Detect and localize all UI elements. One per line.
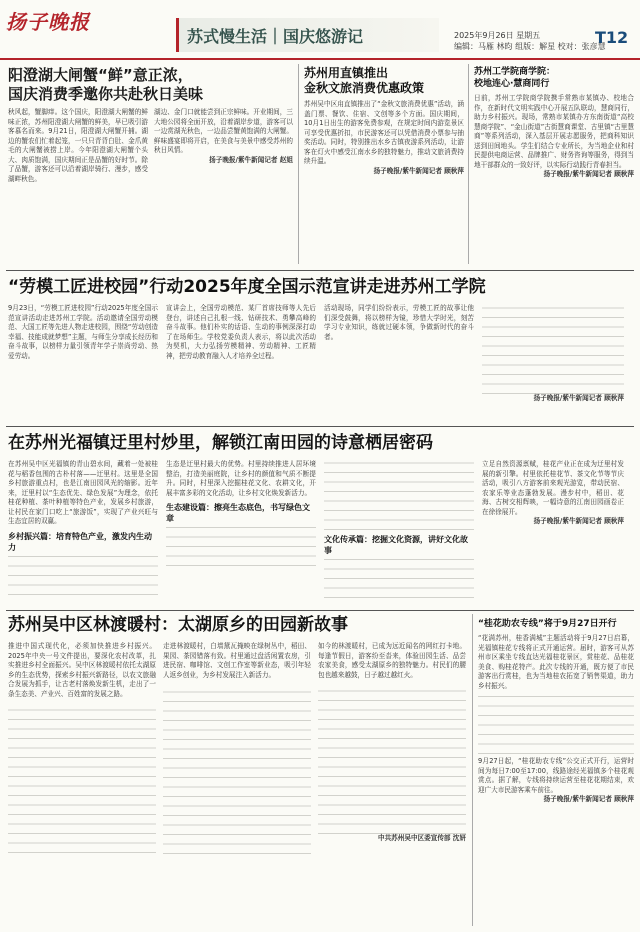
row-divider (6, 610, 634, 611)
article-labor-model-body-2: 宣讲会上，全国劳动模范、某厂首席技师等人先后登台，讲述自己扎根一线、钻研技术、勇攀高峰的奋斗故事。他们朴实的话语、生动的事例深深打动了在场师生。学校党委负责人表示，将以此次活动为契机，大力弘扬劳模精神、劳动精神、工匠精神，把劳动教育融入人才培养全过程。 (166, 304, 316, 360)
column-divider (298, 64, 299, 264)
article-crab (8, 66, 293, 266)
article-lindu-body-3: 如今的林渡暖村，已成为远近闻名的网红打卡地。每逢节假日，游客纷至沓来，体验田园生活、品尝农家美食，感受太湖原乡的独特魅力。村民们的腰包也越来越鼓，日子越过越红火。 (318, 642, 466, 679)
editors-credit: 编辑：马雁 林昀 组版：解星 校对：张彦慧 (454, 42, 606, 51)
text-column-filler (8, 555, 158, 595)
article-yuli-subhead-3: 文化传承篇：挖掘文化资源，讲好文化故事 (324, 535, 468, 555)
article-crab-body-2: 湖边、金门口就能尝到正宗鲜味。开业期间，三大地公园将全面开放，沿着湖岸步道，游客可以一边赏湖光秋色，一边品尝蟹黄饱满的大闸蟹。鲜味盛宴即将开启，在美食与美景中感受苏州的秋日风情。 (154, 108, 293, 154)
article-crab-headline: 阳澄湖大闸蟹“鲜”意正浓， 国庆消费季邀你共赴秋日美味 (8, 66, 204, 103)
text-column-filler (163, 684, 311, 854)
article-luzhi-headline: 苏州用直镇推出 金秋文旅消费优惠政策 (304, 66, 425, 95)
article-lindu-village (8, 614, 468, 926)
article-lindu-headline: 苏州吴中区林渡暖村：太湖原乡的田园新故事 (8, 615, 348, 635)
newspaper-logo: 扬子晚报 (6, 10, 90, 34)
issue-date: 2025年9月26日 星期五 (454, 31, 541, 40)
article-luzhi-body: 苏州吴中区甪直镇推出了“金秋文旅消费优惠”活动，涵盖门票、餐饮、住宿、文创等多个方面。国庆期间，10月1日出生的游客免费参观，在规定时间内游览景区可享受优惠折扣，市民游客还可以凭借消费小票参与抽奖活动。同时，特别推出水乡古镇夜游系列活动，让游客在灯火中感受江南水乡的独特魅力，推动文旅消费持续升温。 (304, 100, 464, 165)
article-crab-body: 秋风起，蟹脚痒。这个国庆，阳澄湖大闸蟹的鲜味正浓，苏州阳澄湖大闸蟹的鲜美，早已吸引游客慕名而来。9月21日，阳澄湖大闸蟹开捕。湖边的蟹农们忙着起笼，一只只青背白肚、金爪黄毛的大闸蟹被捞上岸。今年阳澄湖大闸蟹个头大、肉质饱满，国庆期间正是品蟹的好时节。除了品蟹，游客还可以沿着湖岸骑行、漫步，感受湖畔秋色。 (8, 108, 148, 183)
article-yuli-byline: 扬子晚报/紫牛新闻记者 顾秋萍 (533, 517, 624, 525)
article-yuli-body-2: 生态是迂里村最大的优势。村里持续推进人居环境整治，打造美丽庭院，让乡村的颜值和气质不断提升。同时，村里深入挖掘桂花文化、农耕文化，开展丰富多彩的文化活动，让乡村文化焕发新活力。 (166, 460, 316, 497)
article-yuli-body: 在苏州吴中区光福镇的青山碧水间，藏着一处被桂花与稻香包围的古朴村落——迂里村。这里是全国乡村旅游重点村，也是江南田园风光的缩影。近年来，迂里村以“生态优先、绿色发展”为理念，依托桂花种植、茶叶种植等特色产业，发展乡村旅游，让村民在家门口吃上“旅游饭”，实现了产业兴旺与生态宜居的双赢。 (8, 460, 158, 525)
article-labor-model (8, 276, 632, 422)
article-luzhi (304, 66, 464, 266)
article-yuli-body-3: 立足自然资源禀赋，桂花产业正在成为迂里村发展的新引擎。村里依托桂花节、茶文化节等节庆活动，吸引八方游客前来观光游览，带动民宿、农家乐等业态蓬勃发展。漫步村中，稻田、花海、古树交相辉映，一幅诗意的江南田园画卷正在徐徐展开。 (482, 460, 624, 516)
column-divider (468, 64, 469, 264)
row-divider (6, 270, 634, 271)
sidebar-osmanthus-body-2: 9月27日起，“桂花助农专线”公交正式开行，运营时间为每日7:00至17:00，线路途经光福镇多个桂花观赏点。据了解，专线将持续运营至桂花花期结束，欢迎广大市民游客乘车前往。 (478, 757, 634, 794)
text-column-filler (8, 703, 156, 853)
text-column-filler (324, 558, 474, 598)
sidebar-business-school-byline: 扬子晚报/紫牛新闻记者 顾秋萍 (543, 170, 634, 178)
text-column-filler (324, 460, 474, 530)
article-labor-model-headline: “劳模工匠进校园”行动2025年度全国示范宣讲走进苏州工学院 (8, 277, 486, 297)
text-column-filler (166, 526, 316, 566)
article-luzhi-byline: 扬子晚报/紫牛新闻记者 顾秋萍 (373, 166, 464, 175)
sidebar-osmanthus-body: “花满苏州，桂香满城”主题活动将于9月27日启幕，光福镇桂花专线将正式开通运营。届时，游客可从苏州市区乘坐专线直达光福桂花景区，赏桂花、品桂花美食、购桂花特产。此次专线的开通，既方便了市民游客出行赏桂，也为当地桂农拓宽了销售渠道，助力乡村振兴。 (478, 634, 634, 690)
article-labor-model-byline: 扬子晚报/紫牛新闻记者 顾秋萍 (533, 394, 624, 402)
row-divider (6, 426, 634, 427)
article-lindu-body: 推进中国式现代化，必须加快推进乡村振兴。2025年中央一号文件提出，要深化农村改革，扎实推进乡村全面振兴。吴中区林渡暖村依托太湖原乡的生态优势，探索乡村振兴新路径，以农文旅融合发展为抓手，让古老村落焕发新生机，走出了一条生态美、产业兴、百姓富的发展之路。 (8, 642, 156, 698)
masthead-rule (0, 58, 640, 60)
sidebar-osmanthus-byline: 扬子晚报/紫牛新闻记者 顾秋萍 (543, 795, 634, 803)
dateline (454, 30, 606, 52)
sidebar-business-school-body: 日前，苏州工学院商学院携手常熟市某镇办、校地合作，在新时代文明实践中心开展五队联动，慧商同行，助力乡村振兴。现场，常熟市某镇办方东南街道“高校慧商学院”、“金山街道”古街慧商课堂、古里镇“古里慧商”等系列活动，深入基层开展志愿服务，把商科知识送到田间地头。学生们结合专业所长，为当地企业和村民提供电商运营、品牌推广、财务咨询等服务，得到当地干部群众的一致好评，以实际行动践行青春担当。 (474, 94, 634, 169)
section-title: 苏式慢生活｜国庆悠游记 (187, 26, 364, 46)
sidebar-osmanthus-bus (478, 618, 634, 926)
article-yuli-subhead-2: 生态建设篇：擦亮生态底色，书写绿色文章 (166, 503, 310, 523)
text-column-filler (318, 684, 466, 834)
article-yuli-village (8, 432, 632, 606)
masthead (0, 0, 640, 58)
article-yuli-subhead-1: 乡村振兴篇：培育特色产业，激发内生动力 (8, 531, 152, 552)
text-column-filler (482, 304, 624, 394)
section-banner (176, 18, 439, 52)
sidebar-business-school-headline: 苏州工学院商学院： 校地连心·慧商同行 (474, 67, 556, 89)
column-divider (472, 614, 473, 926)
article-lindu-byline: 中共苏州吴中区委宣传部 沈妍 (377, 834, 466, 842)
sidebar-osmanthus-headline: “桂花助农专线”将于9月27日开行 (478, 619, 617, 629)
page-number: T12 (595, 28, 629, 47)
article-labor-model-body: 9月23日，“劳模工匠进校园”行动2025年度全国示范宣讲活动走进苏州工学院。活动邀请全国劳动模范、大国工匠等先进人物走进校园，围绕“劳动创造幸福、技能成就梦想”主题，与师生分享成长经历和奋斗故事，以榜样力量引领青年学子崇尚劳动、热爱劳动。 (8, 304, 158, 360)
sidebar-business-school (474, 66, 634, 266)
article-crab-byline: 扬子晚报/紫牛新闻记者 赵姐 (209, 155, 293, 164)
article-yuli-headline: 在苏州光福镇迂里村炒里，解锁江南田园的诗意栖居密码 (8, 433, 433, 453)
text-column-filler (478, 694, 634, 754)
article-lindu-body-2: 走进林渡暖村，白墙黛瓦掩映在绿树丛中，稻田、果园、茶园错落有致。村里通过盘活闲置农房，引进民宿、咖啡馆、文创工作室等新业态，吸引年轻人返乡创业，为乡村发展注入新活力。 (163, 642, 311, 679)
article-labor-model-body-3: 活动现场，同学们纷纷表示，劳模工匠的故事让他们深受鼓舞，将以榜样为镜，珍惜大学时光，刻苦学习专业知识，练就过硬本领，争做新时代的奋斗者。 (324, 304, 474, 341)
